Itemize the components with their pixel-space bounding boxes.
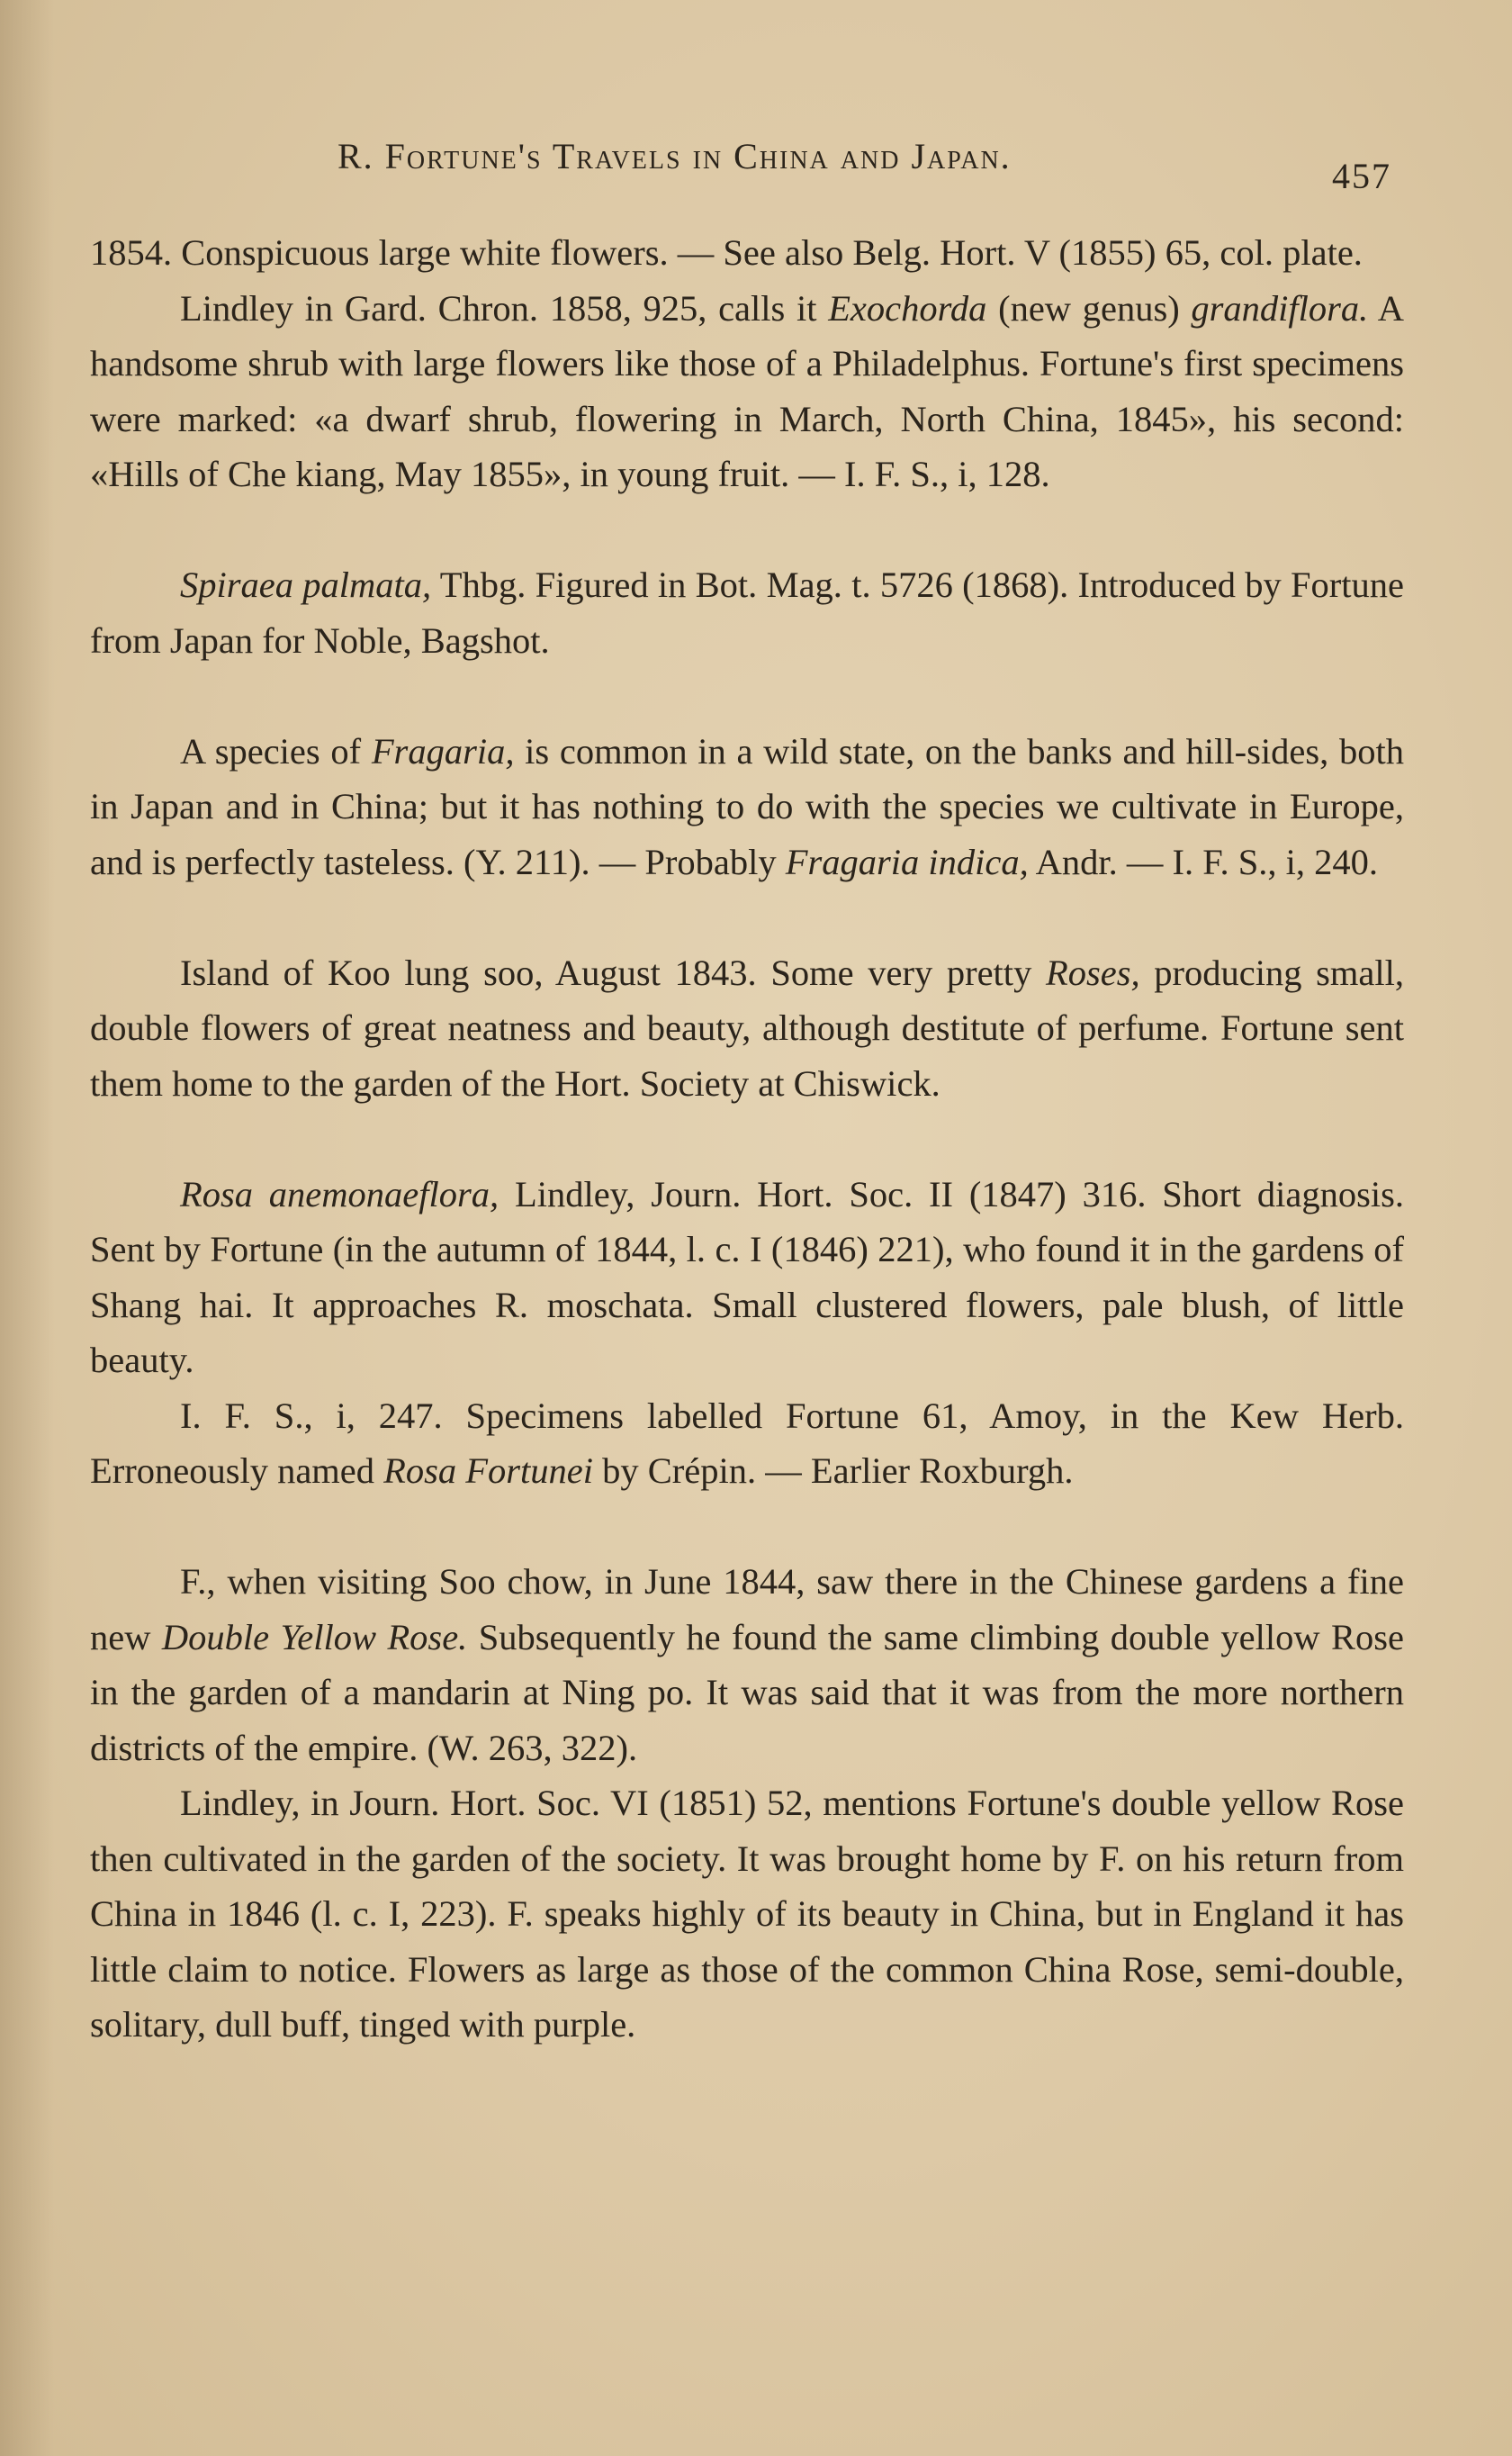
paragraph-spiraea (90, 557, 1404, 668)
page-edge-shadow (0, 0, 54, 2456)
text-run: producing small, double flowers of great neatness and beauty, although destitute of perfume. Fortune sent them home to the garden of the Hort. Society at Chiswick. (90, 952, 1404, 1104)
paragraph-fragaria (90, 724, 1404, 890)
page-number: 457 (1332, 156, 1391, 196)
paragraph-roses (90, 945, 1404, 1112)
page-body (90, 225, 1404, 2053)
text-run: Lindley, in Journ. Hort. Soc. VI (1851) 52, mentions Fortune's double yellow Rose then cultivated in the garden of the society. It was brought home by F. on his return from China in 1846 (l. c. I, 223). F. speaks highly of its beauty in China, but in England it has little claim to notice. Flowers as large as those of the common China Rose, semi-double, solitary, dull buff, tinged with purple. (90, 1783, 1404, 2045)
text-run: 1854. Conspicuous large white flowers. — See also Belg. Hort. V (1855) 65, col. plate. (90, 232, 1363, 273)
species-name: Exochorda (828, 287, 987, 329)
text-run: Subsequently he found the same climbing double yellow Rose in the garden of a mandarin at Ning po. It was said that it was from the more northern districts of the empire. (W. 263, 322). (90, 1616, 1404, 1768)
paragraph-rosa-anemonaeflora (90, 1167, 1404, 1388)
text-run: Andr. — I. F. S., i, 240. (1028, 841, 1379, 882)
species-name: Double Yellow Rose. (161, 1616, 468, 1657)
species-name: Rosa anemonaeflora, (180, 1173, 500, 1214)
text-run: I. F. S., i, 247. Specimens labelled Fortune 61, Amoy, in the Kew Herb. Erroneously named (90, 1395, 1404, 1491)
paragraph-exochorda (90, 281, 1404, 502)
text-run: is common in a wild state, on the banks and hill-sides, both in Japan and in China; but it has nothing to do with the species we cultivate in Europe, and is perfectly tasteless. (Y. 211). — Probably (90, 730, 1404, 882)
text-run: Lindley, Journ. Hort. Soc. II (1847) 316. Short diagnosis. Sent by Fortune (in the autumn of 1844, l. c. I (1846) 221), who found it in the gardens of Shang hai. It approaches R. moschata. Small clustered flowers, pale blush, of little beauty. (90, 1173, 1404, 1380)
species-name: Rosa Fortunei (383, 1450, 594, 1491)
text-run: by Crépin. — Earlier Roxburgh. (593, 1450, 1074, 1491)
running-header: R. Fortune's Travels in China and Japan. (338, 136, 1012, 176)
paragraph-rosa-fortunei (90, 1388, 1404, 1499)
paragraph-continued (90, 225, 1404, 281)
text-run: (new genus) (986, 287, 1192, 329)
species-name: Roses, (1045, 952, 1140, 993)
species-name: Fragaria, (371, 730, 515, 772)
text-run: A handsome shrub with large flowers like those of a Philadelphus. Fortune's first specimens were marked: «a dwarf shrub, flowering in March, North China, 1845», his second: «Hills of Che kiang, May 1855», in young fruit. — I. F. S., i, 128. (90, 287, 1405, 494)
species-name: Fragaria indica, (785, 841, 1029, 882)
paragraph-lindley-yellow-rose (90, 1775, 1404, 2053)
paragraph-double-yellow-rose (90, 1554, 1404, 1775)
text-run: A species of (180, 730, 372, 772)
text-run: Island of Koo lung soo, August 1843. Some very pretty (180, 952, 1046, 993)
species-name: Spiraea palmata, (180, 564, 432, 605)
text-run: Thbg. Figured in Bot. Mag. t. 5726 (1868). Introduced by Fortune from Japan for Noble, Bagshot. (90, 564, 1404, 661)
text-run: Lindley in Gard. Chron. 1858, 925, calls it (180, 287, 829, 329)
species-name: grandiflora. (1191, 287, 1369, 329)
text-run: F., when visiting Soo chow, in June 1844, saw there in the Chinese gardens a fine new (90, 1561, 1404, 1657)
